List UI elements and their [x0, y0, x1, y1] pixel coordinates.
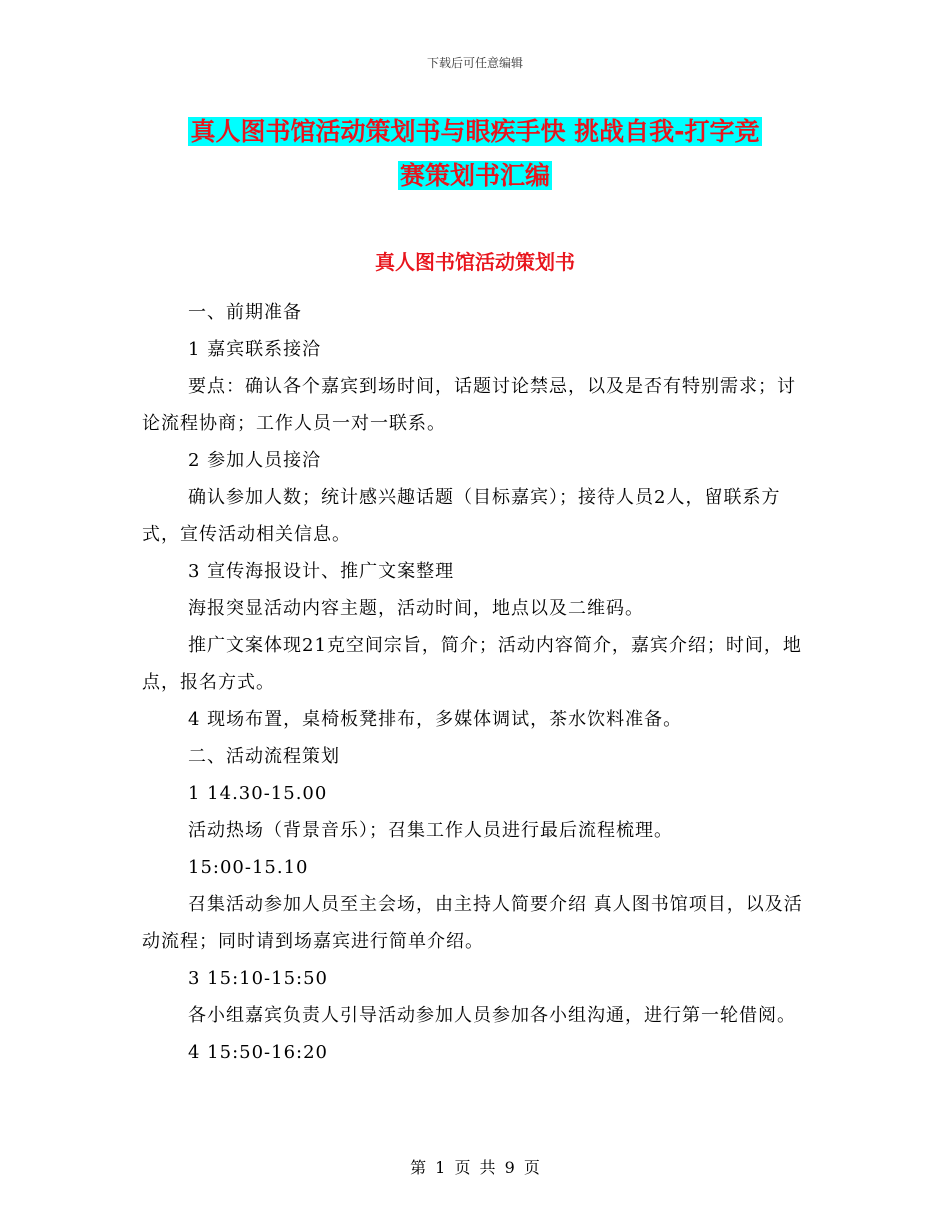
paragraph: 4 15:50-16:20 — [188, 1042, 329, 1063]
paragraph: 推广文案体现21克空间宗旨，简介；活动内容简介，嘉宾介绍；时间，地点，报名方式。 — [142, 635, 802, 693]
paragraph: 确认参加人数；统计感兴趣话题（目标嘉宾）；接待人员2人，留联系方式，宣传活动相关信息。 — [142, 487, 781, 545]
paragraph: 海报突显活动内容主题，活动时间，地点以及二维码。 — [188, 598, 644, 619]
paragraph: 要点：确认各个嘉宾到场时间，话题讨论禁忌，以及是否有特别需求；讨论流程协商；工作人员一对一联系。 — [142, 376, 796, 434]
paragraph: 各小组嘉宾负责人引导活动参加人员参加各小组沟通，进行第一轮借阅。 — [188, 1005, 796, 1026]
header-note: 下载后可任意编辑 — [426, 56, 523, 70]
paragraph: 4 现场布置，桌椅板凳排布，多媒体调试，茶水饮料准备。 — [188, 709, 683, 730]
paragraph: 召集活动参加人员至主会场，由主持人简要介绍 真人图书馆项目，以及活动流程；同时请到场嘉宾进行简单介绍。 — [142, 894, 803, 952]
paragraph: 二、活动流程策划 — [188, 746, 340, 767]
page-number-footer: 第 1 页 共 9 页 — [410, 1158, 540, 1177]
section-title: 真人图书馆活动策划书 — [375, 250, 575, 274]
document-title-line-1: 真人图书馆活动策划书与眼疾手快 挑战自我-打字竞 — [190, 117, 760, 146]
paragraph: 3 15:10-15:50 — [188, 968, 329, 989]
paragraph: 15:00-15.10 — [188, 857, 309, 878]
paragraph: 活动热场（背景音乐）；召集工作人员进行最后流程梳理。 — [188, 820, 673, 841]
document-title — [0, 110, 950, 198]
paragraph: 1 嘉宾联系接洽 — [188, 339, 322, 360]
paragraph: 3 宣传海报设计、推广文案整理 — [188, 561, 455, 582]
paragraph: 2 参加人员接洽 — [188, 450, 322, 471]
document-body — [142, 294, 810, 1071]
paragraph: 一、前期准备 — [188, 302, 302, 323]
document-title-line-2: 赛策划书汇编 — [399, 161, 550, 190]
paragraph: 1 14.30-15.00 — [188, 783, 328, 804]
